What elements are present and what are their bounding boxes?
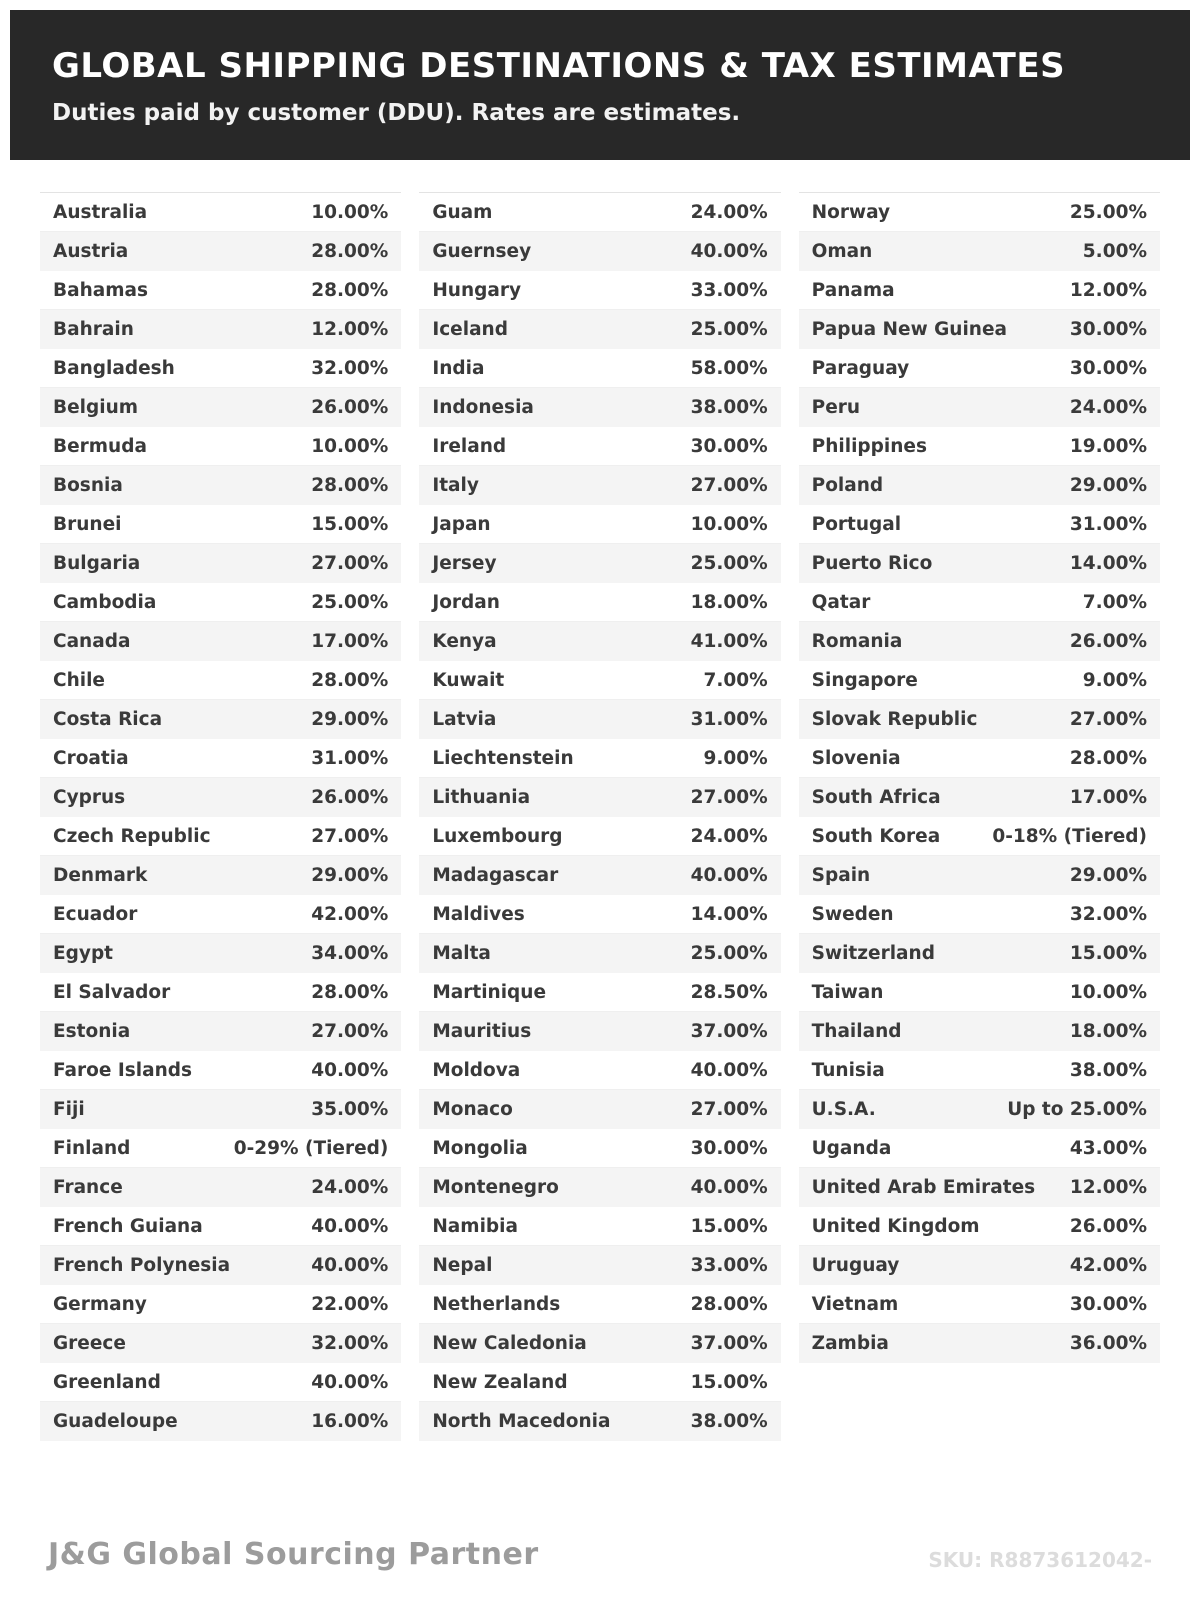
- tax-rate: 24.00%: [311, 1176, 389, 1198]
- table-row: [799, 271, 1160, 310]
- country-name: Egypt: [53, 942, 114, 964]
- tax-rate: 36.00%: [1069, 1332, 1147, 1354]
- tax-rate: 0-18% (Tiered): [992, 825, 1147, 847]
- country-name: Guadeloupe: [53, 1410, 178, 1432]
- tax-rate: 28.00%: [311, 669, 389, 691]
- tax-rate: 14.00%: [1069, 552, 1147, 574]
- table-row: [799, 1051, 1160, 1090]
- tax-rate: 27.00%: [1069, 708, 1147, 730]
- tax-rate: 42.00%: [311, 903, 389, 925]
- tax-rate: 26.00%: [311, 396, 389, 418]
- table-row: [40, 1012, 401, 1051]
- table-row: [40, 1363, 401, 1402]
- table-row: [419, 388, 780, 427]
- table-row: [799, 661, 1160, 700]
- tax-rate: 25.00%: [1069, 201, 1147, 223]
- country-name: Oman: [811, 240, 873, 262]
- tax-rate: 29.00%: [311, 708, 389, 730]
- country-name: South Africa: [811, 786, 941, 808]
- country-name: Slovak Republic: [811, 708, 978, 730]
- table-row: [419, 1402, 780, 1441]
- country-name: Romania: [811, 630, 903, 652]
- table-row: [40, 466, 401, 505]
- country-name: Cyprus: [53, 786, 126, 808]
- table-row: [799, 1324, 1160, 1363]
- table-row: [799, 700, 1160, 739]
- tax-rate: 29.00%: [311, 864, 389, 886]
- table-row: [799, 1207, 1160, 1246]
- tax-rate: 12.00%: [1069, 279, 1147, 301]
- tax-rate: 28.00%: [311, 474, 389, 496]
- tax-rate: 25.00%: [690, 942, 768, 964]
- table-row: [40, 973, 401, 1012]
- country-name: Mongolia: [432, 1137, 528, 1159]
- country-name: Brunei: [53, 513, 122, 535]
- tax-rate: 40.00%: [311, 1371, 389, 1393]
- tax-rate: 12.00%: [1069, 1176, 1147, 1198]
- country-name: Estonia: [53, 1020, 131, 1042]
- country-name: Lithuania: [432, 786, 531, 808]
- tax-rate: 31.00%: [311, 747, 389, 769]
- tax-rate: 28.00%: [311, 240, 389, 262]
- country-name: Ecuador: [53, 903, 138, 925]
- page-subtitle: Duties paid by customer (DDU). Rates are estimates.: [52, 100, 741, 126]
- country-name: Maldives: [432, 903, 525, 925]
- table-row: [40, 427, 401, 466]
- country-name: Guernsey: [432, 240, 532, 262]
- country-name: Norway: [811, 201, 891, 223]
- tax-rate: 38.00%: [690, 396, 768, 418]
- country-name: Malta: [432, 942, 491, 964]
- country-name: Puerto Rico: [811, 552, 933, 574]
- country-name: Jordan: [432, 591, 500, 613]
- table-row: [40, 1168, 401, 1207]
- country-name: Czech Republic: [53, 825, 211, 847]
- tax-rate: 24.00%: [690, 201, 768, 223]
- country-name: Japan: [432, 513, 491, 535]
- tax-rate: 38.00%: [690, 1410, 768, 1432]
- table-row: [419, 349, 780, 388]
- country-name: Guam: [432, 201, 493, 223]
- country-name: Nepal: [432, 1254, 493, 1276]
- country-name: United Arab Emirates: [811, 1176, 1036, 1198]
- tax-rate: 18.00%: [690, 591, 768, 613]
- table-row: [419, 895, 780, 934]
- country-name: Kenya: [432, 630, 497, 652]
- rate-column-3: [799, 192, 1160, 1363]
- country-name: Namibia: [432, 1215, 518, 1237]
- country-name: Singapore: [811, 669, 918, 691]
- table-row: [419, 739, 780, 778]
- country-name: Chile: [53, 669, 105, 691]
- country-name: Uganda: [811, 1137, 892, 1159]
- tax-rate: 10.00%: [311, 435, 389, 457]
- table-row: [799, 895, 1160, 934]
- tax-rate: 27.00%: [311, 552, 389, 574]
- country-name: Papua New Guinea: [811, 318, 1007, 340]
- table-row: [419, 1051, 780, 1090]
- tax-rate: 10.00%: [690, 513, 768, 535]
- table-row: [799, 349, 1160, 388]
- tax-rate: 31.00%: [1069, 513, 1147, 535]
- tax-rate: 42.00%: [1069, 1254, 1147, 1276]
- tax-rate: 30.00%: [690, 1137, 768, 1159]
- rate-column-2: [419, 192, 780, 1441]
- table-row: [419, 1363, 780, 1402]
- table-row: [419, 583, 780, 622]
- country-name: New Zealand: [432, 1371, 568, 1393]
- table-row: [40, 349, 401, 388]
- tax-rate: 32.00%: [1069, 903, 1147, 925]
- table-row: [419, 1285, 780, 1324]
- country-name: Fiji: [53, 1098, 85, 1120]
- country-name: Philippines: [811, 435, 927, 457]
- country-name: Belgium: [53, 396, 139, 418]
- table-row: [40, 1129, 401, 1168]
- country-name: Mauritius: [432, 1020, 532, 1042]
- table-row: [419, 622, 780, 661]
- tax-rate: 32.00%: [311, 357, 389, 379]
- tax-rate: 7.00%: [703, 669, 768, 691]
- country-name: Denmark: [53, 864, 148, 886]
- table-row: [419, 544, 780, 583]
- tax-rate: 40.00%: [690, 864, 768, 886]
- table-row: [419, 466, 780, 505]
- country-name: El Salvador: [53, 981, 171, 1003]
- country-name: Zambia: [811, 1332, 889, 1354]
- table-row: [799, 1285, 1160, 1324]
- tax-rate: 41.00%: [690, 630, 768, 652]
- country-name: Liechtenstein: [432, 747, 574, 769]
- country-name: Bahrain: [53, 318, 134, 340]
- tax-rate: 31.00%: [690, 708, 768, 730]
- tax-rate: 17.00%: [1069, 786, 1147, 808]
- country-name: Kuwait: [432, 669, 505, 691]
- table-row: [40, 1402, 401, 1441]
- country-name: Qatar: [811, 591, 871, 613]
- table-row: [419, 427, 780, 466]
- country-name: Poland: [811, 474, 884, 496]
- tax-rate: 28.00%: [311, 279, 389, 301]
- country-name: Bulgaria: [53, 552, 141, 574]
- tax-rate: 25.00%: [690, 552, 768, 574]
- table-row: [40, 661, 401, 700]
- table-row: [799, 232, 1160, 271]
- tax-rate: 33.00%: [690, 279, 768, 301]
- tax-rate: 30.00%: [690, 435, 768, 457]
- tax-rate: 40.00%: [311, 1254, 389, 1276]
- tax-rate: 27.00%: [311, 1020, 389, 1042]
- page-title: GLOBAL SHIPPING DESTINATIONS & TAX ESTIMATES: [52, 46, 1066, 86]
- country-name: Bosnia: [53, 474, 123, 496]
- table-row: [40, 1324, 401, 1363]
- country-name: Indonesia: [432, 396, 534, 418]
- table-row: [40, 622, 401, 661]
- table-row: [799, 973, 1160, 1012]
- tax-rate: 37.00%: [690, 1332, 768, 1354]
- table-row: [799, 1246, 1160, 1285]
- country-name: Tunisia: [811, 1059, 885, 1081]
- country-name: Australia: [53, 201, 148, 223]
- tax-rate: 24.00%: [1069, 396, 1147, 418]
- tax-rate: 37.00%: [690, 1020, 768, 1042]
- table-row: [419, 1207, 780, 1246]
- tax-rate: 30.00%: [1069, 1293, 1147, 1315]
- table-row: [419, 778, 780, 817]
- table-row: [419, 661, 780, 700]
- table-row: [799, 310, 1160, 349]
- tax-rate: 15.00%: [1069, 942, 1147, 964]
- country-name: Vietnam: [811, 1293, 899, 1315]
- country-name: Finland: [53, 1137, 131, 1159]
- country-name: Bermuda: [53, 435, 147, 457]
- country-name: New Caledonia: [432, 1332, 587, 1354]
- tax-rate: 40.00%: [311, 1059, 389, 1081]
- tax-rate: 28.00%: [690, 1293, 768, 1315]
- tax-rate: 40.00%: [690, 1059, 768, 1081]
- table-row: [419, 973, 780, 1012]
- tax-rate: 27.00%: [690, 786, 768, 808]
- tax-rate: 27.00%: [311, 825, 389, 847]
- table-row: [799, 1090, 1160, 1129]
- country-name: Paraguay: [811, 357, 910, 379]
- table-row: [799, 856, 1160, 895]
- country-name: Italy: [432, 474, 479, 496]
- tax-rate: 28.00%: [1069, 747, 1147, 769]
- country-name: Portugal: [811, 513, 902, 535]
- table-row: [799, 427, 1160, 466]
- tax-rate: 30.00%: [1069, 318, 1147, 340]
- rate-column-1: [40, 192, 401, 1441]
- country-name: Greenland: [53, 1371, 161, 1393]
- table-row: [419, 1129, 780, 1168]
- tax-rate: 0-29% (Tiered): [233, 1137, 389, 1159]
- table-row: [419, 934, 780, 973]
- table-row: [419, 505, 780, 544]
- table-row: [799, 934, 1160, 973]
- brand-name: J&G Global Sourcing Partner: [48, 1537, 539, 1572]
- country-name: French Guiana: [53, 1215, 203, 1237]
- country-name: Germany: [53, 1293, 147, 1315]
- tax-rate: 18.00%: [1069, 1020, 1147, 1042]
- tax-rate: 27.00%: [690, 1098, 768, 1120]
- table-row: [40, 700, 401, 739]
- tax-rate: 40.00%: [690, 1176, 768, 1198]
- tax-rate: 40.00%: [311, 1215, 389, 1237]
- footer: [10, 1537, 1190, 1600]
- tax-rate: 9.00%: [1082, 669, 1147, 691]
- tax-rate: 38.00%: [1069, 1059, 1147, 1081]
- country-name: Netherlands: [432, 1293, 561, 1315]
- country-name: Moldova: [432, 1059, 521, 1081]
- table-row: [799, 622, 1160, 661]
- table-row: [419, 817, 780, 856]
- country-name: Jersey: [432, 552, 497, 574]
- table-row: [40, 310, 401, 349]
- table-row: [419, 1168, 780, 1207]
- country-name: South Korea: [811, 825, 941, 847]
- table-row: [419, 193, 780, 232]
- tax-rate: 58.00%: [690, 357, 768, 379]
- rates-table: [10, 160, 1190, 1441]
- header-banner: [10, 10, 1190, 160]
- country-name: Madagascar: [432, 864, 559, 886]
- country-name: Panama: [811, 279, 895, 301]
- country-name: France: [53, 1176, 123, 1198]
- table-row: [419, 1246, 780, 1285]
- tax-rate: 24.00%: [690, 825, 768, 847]
- table-row: [419, 310, 780, 349]
- table-row: [40, 856, 401, 895]
- table-row: [799, 817, 1160, 856]
- tax-rate: 25.00%: [311, 591, 389, 613]
- country-name: Hungary: [432, 279, 522, 301]
- country-name: Faroe Islands: [53, 1059, 193, 1081]
- tax-rate: 9.00%: [703, 747, 768, 769]
- tax-rate: 43.00%: [1069, 1137, 1147, 1159]
- table-row: [799, 505, 1160, 544]
- tax-rate: 26.00%: [1069, 1215, 1147, 1237]
- tax-rate: 12.00%: [311, 318, 389, 340]
- tax-rate: 34.00%: [311, 942, 389, 964]
- country-name: Thailand: [811, 1020, 902, 1042]
- country-name: Uruguay: [811, 1254, 900, 1276]
- country-name: U.S.A.: [811, 1098, 876, 1120]
- tax-rate: 22.00%: [311, 1293, 389, 1315]
- country-name: Peru: [811, 396, 861, 418]
- table-row: [419, 856, 780, 895]
- tax-rate: 14.00%: [690, 903, 768, 925]
- table-row: [799, 583, 1160, 622]
- table-row: [40, 193, 401, 232]
- table-row: [799, 193, 1160, 232]
- tax-rate: 15.00%: [690, 1371, 768, 1393]
- table-row: [799, 1012, 1160, 1051]
- table-row: [799, 1129, 1160, 1168]
- table-row: [799, 544, 1160, 583]
- country-name: Canada: [53, 630, 131, 652]
- tax-rate: 32.00%: [311, 1332, 389, 1354]
- tax-rate: 29.00%: [1069, 864, 1147, 886]
- country-name: Switzerland: [811, 942, 935, 964]
- table-row: [419, 232, 780, 271]
- country-name: Costa Rica: [53, 708, 163, 730]
- country-name: Monaco: [432, 1098, 513, 1120]
- country-name: Cambodia: [53, 591, 157, 613]
- table-row: [40, 1246, 401, 1285]
- tax-rate: 7.00%: [1082, 591, 1147, 613]
- table-row: [40, 817, 401, 856]
- table-row: [40, 505, 401, 544]
- country-name: Bangladesh: [53, 357, 175, 379]
- tax-rate: 27.00%: [690, 474, 768, 496]
- country-name: Montenegro: [432, 1176, 559, 1198]
- tax-rate: 33.00%: [690, 1254, 768, 1276]
- tax-rate: 29.00%: [1069, 474, 1147, 496]
- table-row: [40, 1207, 401, 1246]
- table-row: [40, 739, 401, 778]
- table-row: [40, 1090, 401, 1129]
- country-name: Sweden: [811, 903, 894, 925]
- country-name: Latvia: [432, 708, 497, 730]
- table-row: [799, 388, 1160, 427]
- tax-rate: 15.00%: [690, 1215, 768, 1237]
- tax-rate: 26.00%: [1069, 630, 1147, 652]
- table-row: [40, 271, 401, 310]
- table-row: [40, 232, 401, 271]
- table-row: [799, 778, 1160, 817]
- tax-rate: 26.00%: [311, 786, 389, 808]
- tax-rate: 28.00%: [311, 981, 389, 1003]
- tax-rate: 5.00%: [1082, 240, 1147, 262]
- country-name: Greece: [53, 1332, 126, 1354]
- tax-rate: 10.00%: [1069, 981, 1147, 1003]
- sku-label: SKU: R8873612042-: [928, 1548, 1152, 1572]
- country-name: Slovenia: [811, 747, 901, 769]
- country-name: Spain: [811, 864, 871, 886]
- table-row: [799, 466, 1160, 505]
- table-row: [40, 1051, 401, 1090]
- tax-rate: 28.50%: [690, 981, 768, 1003]
- tax-rate: 25.00%: [690, 318, 768, 340]
- tax-rate: Up to 25.00%: [1007, 1098, 1147, 1120]
- country-name: Ireland: [432, 435, 507, 457]
- tax-rate: 16.00%: [311, 1410, 389, 1432]
- table-row: [40, 778, 401, 817]
- country-name: United Kingdom: [811, 1215, 980, 1237]
- table-row: [40, 1285, 401, 1324]
- table-row: [799, 739, 1160, 778]
- country-name: Luxembourg: [432, 825, 563, 847]
- tax-rate: 10.00%: [311, 201, 389, 223]
- country-name: North Macedonia: [432, 1410, 611, 1432]
- table-row: [419, 700, 780, 739]
- table-row: [419, 271, 780, 310]
- tax-rate: 17.00%: [311, 630, 389, 652]
- country-name: French Polynesia: [53, 1254, 231, 1276]
- table-row: [419, 1324, 780, 1363]
- table-row: [419, 1090, 780, 1129]
- country-name: Croatia: [53, 747, 129, 769]
- tax-rate: 35.00%: [311, 1098, 389, 1120]
- table-row: [40, 388, 401, 427]
- table-row: [40, 544, 401, 583]
- table-row: [799, 1168, 1160, 1207]
- country-name: Bahamas: [53, 279, 149, 301]
- tax-rate: 15.00%: [311, 513, 389, 535]
- table-row: [419, 1012, 780, 1051]
- table-row: [40, 934, 401, 973]
- country-name: Austria: [53, 240, 129, 262]
- tax-rate: 19.00%: [1069, 435, 1147, 457]
- tax-rate: 40.00%: [690, 240, 768, 262]
- table-row: [40, 895, 401, 934]
- tax-rate: 30.00%: [1069, 357, 1147, 379]
- country-name: Martinique: [432, 981, 547, 1003]
- country-name: Taiwan: [811, 981, 884, 1003]
- country-name: India: [432, 357, 485, 379]
- table-row: [40, 583, 401, 622]
- country-name: Iceland: [432, 318, 508, 340]
